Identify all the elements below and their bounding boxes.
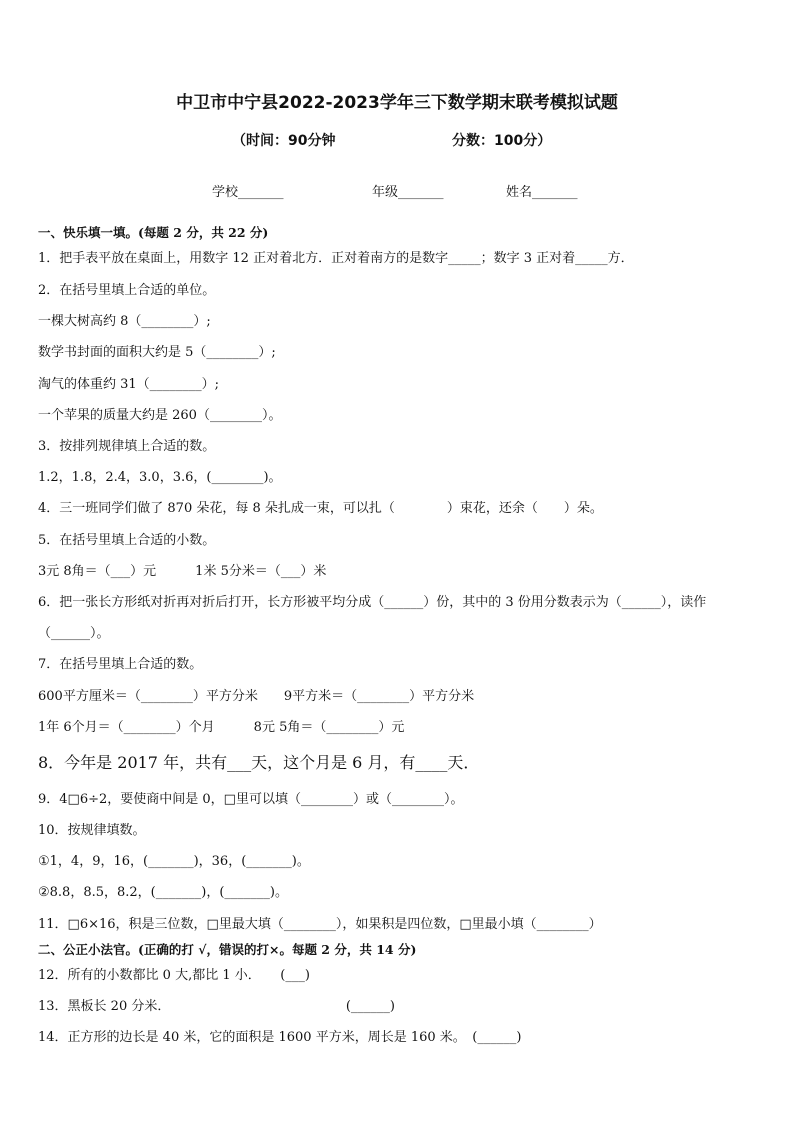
- question-line: ②8.8，8.5，8.2，(_______)，(_______)。: [38, 885, 288, 900]
- question-line: 一棵大树高约 8（________）;: [38, 314, 211, 329]
- school-field: 学校_______: [212, 185, 284, 200]
- exam-score: 分数：100分）: [452, 133, 552, 149]
- grade-field: 年级_______: [372, 185, 444, 200]
- question-line: （______）。: [38, 626, 110, 641]
- question-line: 9．4□6÷2，要使商中间是 0，□里可以填（________）或（________）。: [38, 792, 464, 807]
- question-line: 14．正方形的边长是 40 米，它的面积是 1600 平方米，周长是 160 米。 (______): [38, 1030, 522, 1045]
- question-line: 10．按规律填数。: [38, 823, 146, 838]
- question-line: 11．□6×16，积是三位数，□里最大填（________），如果积是四位数，□里最小填（________）: [38, 917, 602, 932]
- name-field: 姓名_______: [506, 185, 578, 200]
- section-heading: 二、公正小法官。(正确的打 √，错误的打×。每题 2 分，共 14 分): [38, 942, 417, 957]
- exam-time: （时间：90分钟: [232, 133, 336, 149]
- question-line: 淘气的体重约 31（________）;: [38, 377, 220, 392]
- section-heading: 一、快乐填一填。(每题 2 分，共 22 分): [38, 225, 269, 240]
- question-line: ①1，4，9，16，(_______)，36，(_______)。: [38, 854, 310, 869]
- question-line: 1．把手表平放在桌面上，用数字 12 正对着北方．正对着南方的是数字_____；数字 3 正对着_____方．: [38, 251, 634, 266]
- question-line: 4．三一班同学们做了 870 朵花，每 8 朵扎成一束，可以扎（ ）束花，还余（ ）朵。: [38, 501, 603, 516]
- question-line: 一个苹果的质量大约是 260（________）。: [38, 408, 282, 423]
- question-line: 600平方厘米＝（________）平方分米 9平方米＝（________）平方分米: [38, 689, 475, 704]
- question-line: 6．把一张长方形纸对折再对折后打开，长方形被平均分成（______）份，其中的 3 份用分数表示为（______），读作: [38, 595, 707, 610]
- question-line: 13．黑板长 20 分米． (______): [38, 999, 395, 1014]
- question-line: 3．按排列规律填上合适的数。: [38, 439, 216, 454]
- question-line: 1年 6个月＝（________）个月 8元 5角＝（________）元: [38, 720, 405, 735]
- question-line: 8．今年是 2017 年，共有___天，这个月是 6 月，有____天．: [38, 753, 480, 772]
- question-line: 12．所有的小数都比 0 大,都比 1 小． (___): [38, 968, 310, 983]
- question-line: 7．在括号里填上合适的数。: [38, 657, 203, 672]
- question-line: 3元 8角＝（___）元 1米 5分米＝（___）米: [38, 564, 327, 579]
- question-line: 数学书封面的面积大约是 5（________）;: [38, 345, 276, 360]
- page-title: 中卫市中宁县2022-2023学年三下数学期末联考模拟试题: [176, 93, 618, 113]
- question-line: 1.2，1.8，2.4，3.0，3.6，(________)。: [38, 470, 282, 485]
- question-line: 2．在括号里填上合适的单位。: [38, 283, 216, 298]
- question-line: 5．在括号里填上合适的小数。: [38, 533, 216, 548]
